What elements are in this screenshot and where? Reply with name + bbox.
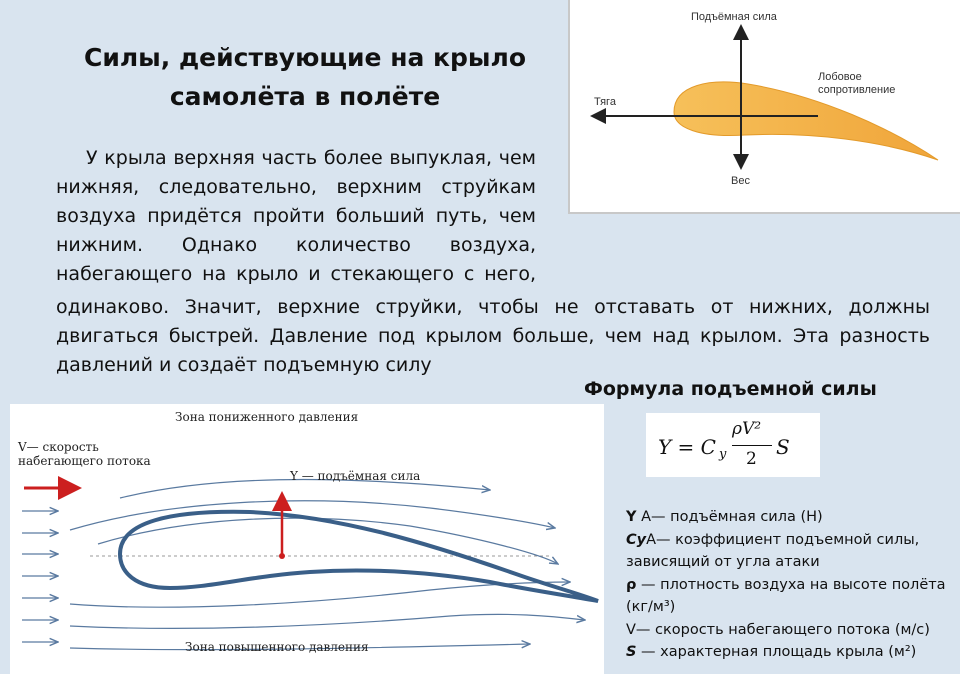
slide-title <box>60 38 550 116</box>
formula-lhs: Y = C <box>658 435 716 459</box>
incoming-streamlines <box>22 511 58 642</box>
legend-row: (кг/м³) <box>626 599 676 615</box>
thrust-label: Тяга <box>594 96 616 108</box>
velocity-label <box>18 440 151 468</box>
lift-origin-dot <box>279 553 285 559</box>
legend-row: Y А— подъёмная сила (Н) <box>626 509 823 525</box>
drag-label <box>818 71 895 97</box>
legend-row: V— скорость набегающего потока (м/с) <box>626 621 930 638</box>
drag-label-line-1: Лобовое <box>818 71 862 83</box>
intro-line-5: набегающего на крыло и стекающего с него, <box>56 263 536 285</box>
formula-title: Формула подъемной силы <box>584 378 877 400</box>
intro-line-4: нижним. Однако количество воздуха, <box>56 234 536 256</box>
formula-denominator: 2 <box>746 449 757 469</box>
velocity-label-line-1: V— скорость <box>18 440 99 454</box>
intro-line-3: воздуха придётся пройти больший путь, чем <box>56 205 536 227</box>
legend-row: S — характерная площадь крыла (м²) <box>626 644 917 660</box>
airflow-diagram <box>10 404 604 674</box>
formula-rhs: S <box>776 435 790 459</box>
lift-formula <box>646 413 820 477</box>
title-line-1: Силы, действующие на крыло <box>84 43 526 72</box>
airfoil-outline <box>120 512 598 601</box>
formula-numerator: ρV² <box>732 419 762 439</box>
velocity-label-line-2: набегающего потока <box>18 454 151 468</box>
low-pressure-label: Зона пониженного давления <box>175 410 359 424</box>
intro-line-2: нижняя, следовательно, верхним струйкам <box>56 176 536 198</box>
wing-profile <box>674 82 938 160</box>
lift-force-label: Y — подъёмная сила <box>290 469 421 483</box>
drag-label-line-2: сопротивление <box>818 84 896 96</box>
legend-row: ρ — плотность воздуха на высоте полёта <box>626 576 946 593</box>
weight-label: Вес <box>731 175 750 187</box>
upper-streamlines <box>70 480 558 564</box>
title-line-2: самолёта в полёте <box>169 82 441 111</box>
formula-subscript: y <box>719 447 727 462</box>
intro-line-1: У крыла верхняя часть более выпуклая, чем <box>86 147 536 169</box>
formula-legend <box>626 506 956 664</box>
legend-row: зависящий от угла атаки <box>626 554 820 570</box>
intro-paragraph <box>56 144 536 289</box>
intro-continuation: одинаково. Значит, верхние струйки, чтобы не отставать от нижних, должны двигаться быстрей. Давление под крылом больше, чем над крылом. Эта разность давлений и создаёт подъемную силу <box>56 296 930 376</box>
legend-row: CyА— коэффициент подъемной силы, <box>626 531 920 548</box>
forces-diagram <box>568 0 960 214</box>
lift-label: Подъёмная сила <box>691 11 777 23</box>
fraction-bar <box>732 445 772 446</box>
high-pressure-label: Зона повышенного давления <box>185 640 369 654</box>
forces-diagram-svg <box>570 0 960 214</box>
